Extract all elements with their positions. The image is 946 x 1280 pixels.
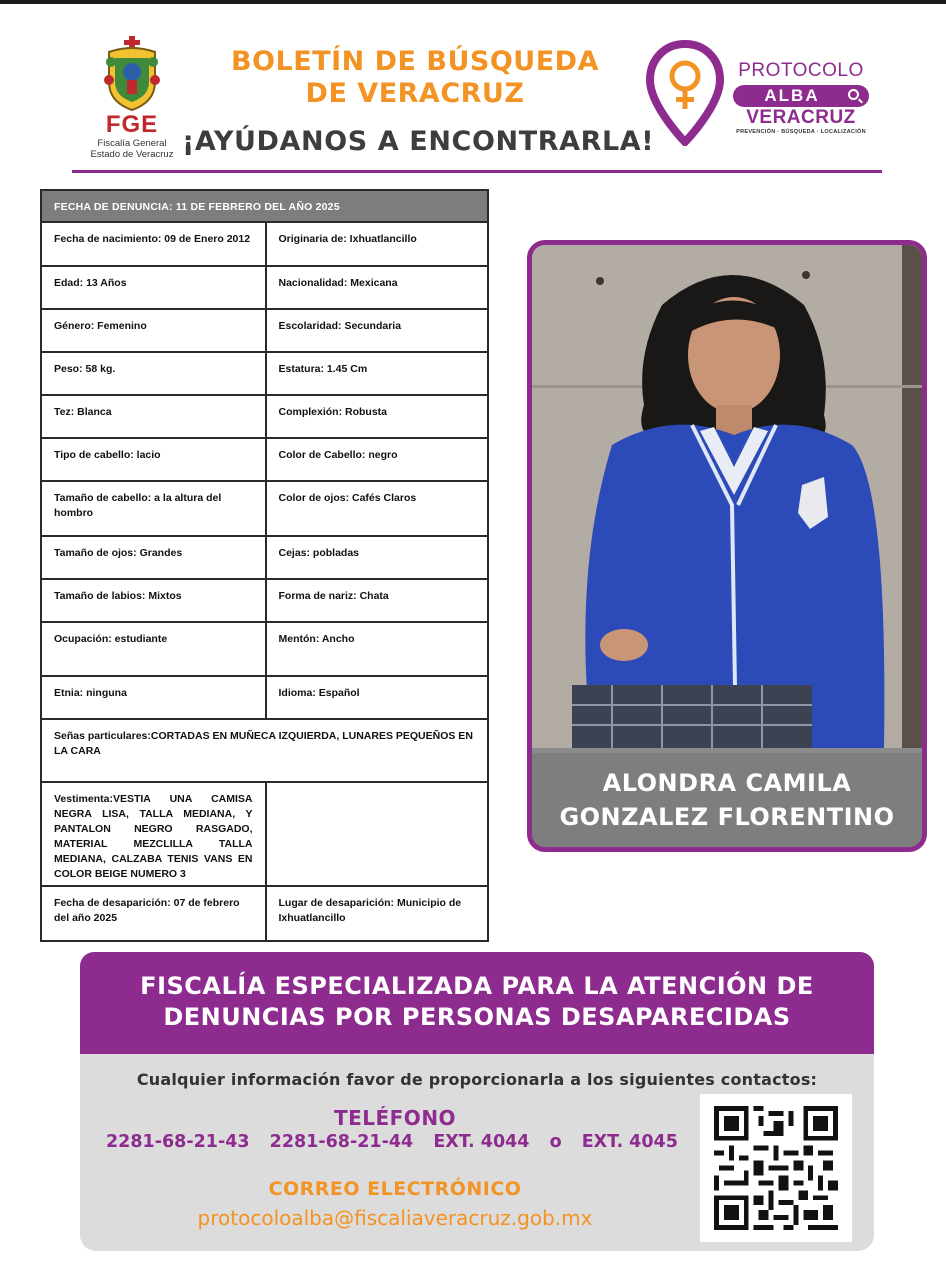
table-row bbox=[42, 223, 487, 267]
info-cell: Originaria de: Ixhuatlancillo bbox=[265, 223, 488, 265]
info-cell: Tamaño de cabello: a la altura del hombro bbox=[54, 492, 222, 519]
fiscalia-banner bbox=[80, 952, 874, 1054]
table-row bbox=[42, 783, 487, 887]
alba-word: ALBA bbox=[764, 86, 820, 105]
table-row bbox=[42, 623, 487, 677]
contact-panel bbox=[80, 1054, 874, 1251]
alba-protocolo: PROTOCOLO bbox=[738, 60, 864, 81]
table-row bbox=[42, 482, 487, 537]
table-row bbox=[42, 439, 487, 482]
info-cell: Idioma: Español bbox=[265, 677, 488, 718]
table-row bbox=[42, 677, 487, 720]
info-cell: Peso: 58 kg. bbox=[54, 363, 116, 375]
bulletin-headline bbox=[182, 46, 655, 157]
alba-text-block bbox=[726, 60, 876, 135]
missing-person-photo bbox=[532, 245, 922, 748]
person-portrait-icon bbox=[532, 245, 922, 748]
info-cell: Tipo de cabello: lacio bbox=[54, 449, 161, 461]
info-cell: Ocupación: estudiante bbox=[54, 633, 168, 645]
info-cell: Género: Femenino bbox=[54, 320, 147, 332]
contact-intro: Cualquier información favor de proporcionarla a los siguientes contactos: bbox=[136, 1070, 818, 1089]
table-row bbox=[42, 537, 487, 580]
fecha-denuncia: FECHA DE DENUNCIA: 11 DE FEBRERO DEL AÑO 2025 bbox=[42, 191, 487, 223]
fge-line1: Fiscalía General bbox=[97, 138, 167, 149]
email-link[interactable]: protocoloalba@fiscaliaveracruz.gob.mx bbox=[197, 1206, 593, 1230]
headline-line3: ¡AYÚDANOS A ENCONTRARLA! bbox=[182, 126, 655, 157]
table-row bbox=[42, 267, 487, 310]
fiscalia-line1: FISCALÍA ESPECIALIZADA PARA LA ATENCIÓN DE bbox=[140, 972, 814, 1000]
info-cell: Tamaño de labios: Mixtos bbox=[54, 590, 182, 602]
info-cell: Forma de nariz: Chata bbox=[265, 580, 488, 621]
fiscalia-line2: DENUNCIAS POR PERSONAS DESAPARECIDAS bbox=[163, 1003, 791, 1031]
table-row bbox=[42, 310, 487, 353]
table-row bbox=[42, 887, 487, 940]
table-row bbox=[42, 353, 487, 396]
info-cell: Estatura: 1.45 Cm bbox=[265, 353, 488, 394]
qr-code[interactable] bbox=[700, 1094, 852, 1242]
info-cell: Fecha de nacimiento: 09 de Enero 2012 bbox=[54, 233, 251, 245]
person-name bbox=[532, 753, 922, 847]
info-cell: Nacionalidad: Mexicana bbox=[265, 267, 488, 308]
info-cell: Color de Cabello: negro bbox=[265, 439, 488, 480]
alba-pill bbox=[733, 85, 869, 107]
info-cell: Etnia: ninguna bbox=[54, 687, 127, 699]
fge-line2: Estado de Veracruz bbox=[90, 149, 174, 160]
or-word: o bbox=[549, 1132, 562, 1152]
phone-numbers bbox=[106, 1132, 706, 1152]
alba-veracruz: VERACRUZ bbox=[746, 107, 856, 128]
magnifier-icon bbox=[848, 89, 859, 100]
person-info-table bbox=[40, 189, 489, 942]
header-divider bbox=[72, 170, 882, 173]
table-row bbox=[42, 396, 487, 439]
phone-2[interactable]: 2281-68-21-44 bbox=[269, 1132, 414, 1152]
location-pin-female-icon bbox=[646, 40, 724, 146]
correo-label: CORREO ELECTRÓNICO bbox=[268, 1178, 522, 1200]
qr-code-icon bbox=[713, 1106, 839, 1230]
info-cell: Escolaridad: Secundaria bbox=[265, 310, 488, 351]
protocolo-alba-logo bbox=[640, 38, 880, 148]
info-cell: Tez: Blanca bbox=[54, 406, 112, 418]
empty-cell bbox=[265, 783, 488, 885]
info-cell: Cejas: pobladas bbox=[265, 537, 488, 578]
info-cell: Mentón: Ancho bbox=[265, 623, 488, 675]
fge-acronym: FGE bbox=[105, 111, 159, 138]
info-cell: Complexión: Robusta bbox=[265, 396, 488, 437]
info-cell: Edad: 13 Años bbox=[54, 277, 127, 289]
info-cell: Color de ojos: Cafés Claros bbox=[265, 482, 488, 535]
alba-tagline: PREVENCIÓN · BÚSQUEDA · LOCALIZACIÓN bbox=[736, 129, 866, 135]
headline-line2: DE VERACRUZ bbox=[305, 78, 525, 109]
table-row bbox=[42, 580, 487, 623]
lugar-desaparicion: Lugar de desaparición: Municipio de Ixhuatlancillo bbox=[265, 887, 488, 940]
telefono-label: TELÉFONO bbox=[333, 1106, 457, 1130]
top-border bbox=[0, 0, 946, 4]
table-row bbox=[42, 720, 487, 783]
fge-logo bbox=[82, 36, 182, 160]
name-line1: ALONDRA CAMILA bbox=[602, 769, 852, 797]
missing-person-card bbox=[527, 240, 927, 852]
vestimenta: Vestimenta:VESTIA UNA CAMISA NEGRA LISA, TALLA MEDIANA, Y PANTALON NEGRO RASGADO, MATERIAL MEZCLILLA TALLA MEDIANA, CALZABA TENIS VANS EN COLOR BEIGE NUMERO 3 bbox=[54, 793, 253, 880]
extension-1: EXT. 4044 bbox=[433, 1132, 530, 1152]
fecha-desaparicion: Fecha de desaparición: 07 de febrero del año 2025 bbox=[54, 897, 240, 924]
extension-2: EXT. 4045 bbox=[581, 1132, 678, 1152]
headline-line1: BOLETÍN DE BÚSQUEDA bbox=[231, 46, 599, 77]
name-line2: GONZALEZ FLORENTINO bbox=[559, 803, 895, 831]
veracruz-coat-of-arms-icon bbox=[101, 36, 163, 112]
info-cell: Tamaño de ojos: Grandes bbox=[54, 547, 183, 559]
senas-particulares: Señas particulares:CORTADAS EN MUÑECA IZQUIERDA, LUNARES PEQUEÑOS EN LA CARA bbox=[54, 730, 473, 757]
phone-1[interactable]: 2281-68-21-43 bbox=[106, 1132, 250, 1152]
